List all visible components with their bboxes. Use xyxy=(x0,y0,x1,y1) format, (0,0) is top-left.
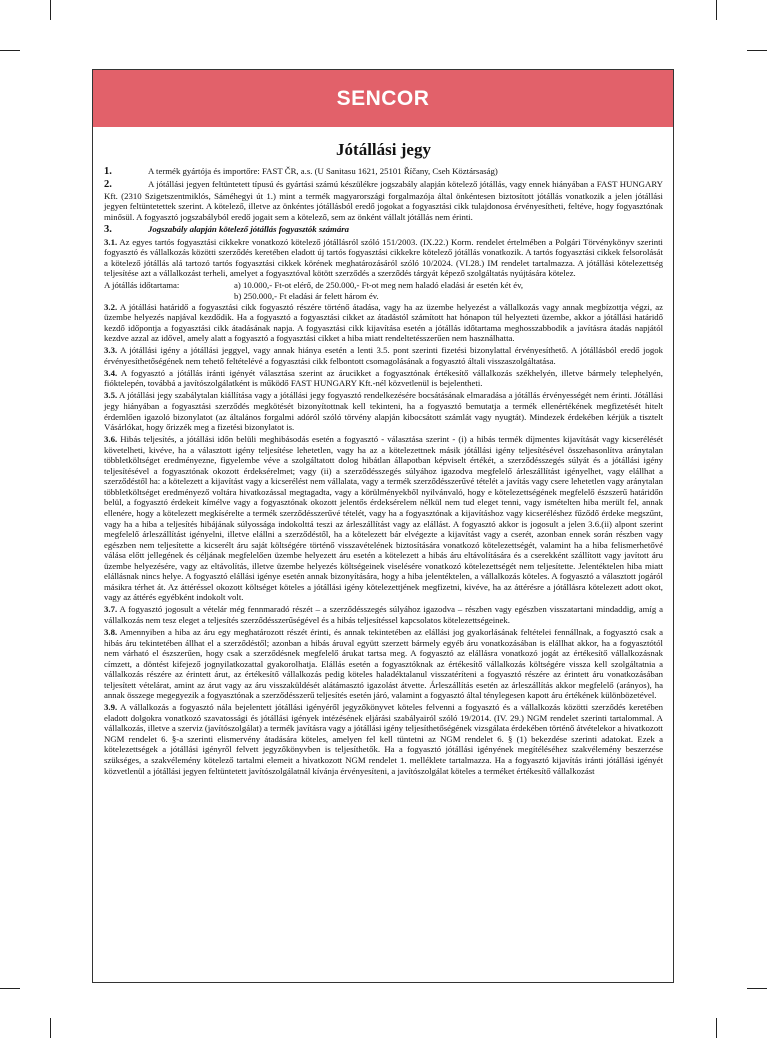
crop-mark xyxy=(747,988,767,989)
clause-number: 3.7. xyxy=(104,604,118,615)
period-label: A jótállás időtartama: xyxy=(104,280,180,291)
document-body xyxy=(104,132,663,778)
sencor-logo: SENCOR xyxy=(336,86,430,110)
section-text: A jótállási jegyen feltüntetett típusú és gyártási számú készülékre jogszabály alapján kötelező jótállás, vagy ennek hiányában a FAST HUNGARY Kft. (2310 Szigetszentmiklós, Sáméhegyi út 1.) mint a termék magyarországi forgalmazója által önkéntesen biztosított jótállás vonatkozik a jelen jótállási jegyen feltüntetettek szerint. A kötelező, illetve az önkéntes jótállásból eredő jogokat a fogyasztási cikk tulajdonosa érvényesítheti, feltéve, hogy fogyasztónak minősül. A fogyasztó jogszabályból eredő jogait sem a kötelező, sem az önként vállalt jótállás nem érinti. xyxy=(104,179,663,222)
crop-mark xyxy=(50,1018,51,1038)
section-2 xyxy=(104,179,663,222)
clause-text: A jótállási igény a jótállási jeggyel, vagy annak hiánya esetén a lenti 3.5. pont szerinti fizetési bizonylattal érvényesíthető. A jótállásból eredő jogok érvényesíthetőségének nem tehető feltételévé a fogyasztási cikk felbontott csomagolásának a fogyasztó általi visszaszolgáltatása. xyxy=(104,345,663,366)
clause-text: A jótállási jegy szabálytalan kiállítása vagy a jótállási jegy fogyasztó rendelkezésére bocsátásának elmaradása a jótállás érvényességét nem érinti. Jótállási jegy hiányában a fogyasztási szerződés megkötését bizonyítottnak kell tekinteni, ha a fogyasztó bemutatja a termék ellenértékének megfizetését hitelt érdemlően igazoló bizonylatot (az általános forgalmi adóról szóló törvény alapján kibocsátott számlát vagy nyugtát). Mindezek érdekében kérjük a tisztelt Vásárlókat, hogy őrizzék meg a fizetési bizonylatot is. xyxy=(104,390,663,433)
crop-mark xyxy=(0,50,20,51)
section-3-6 xyxy=(104,434,663,603)
clause-text: Hibás teljesítés, a jótállási időn belüli meghibásodás esetén a fogyasztó - választása szerint - (i) a hibás termék díjmentes kijavítását vagy kicserélését követelheti, kivéve, ha a választott igény teljesítése lehetetlen, vagy ha az a kötelezettnek másik jótállási igény teljesítésével összehasonlítva aránytalan többletköltséget eredményezne, figyelembe véve a szolgáltatott dolog hibátlan állapotban képviselt értékét, a szerződésszegés súlyát és a jótállási igény teljesítésével a fogyasztónak okozott érdeksérelmet; vagy (ii) a szerződésszegés súlyához igazodva megfelelő árleszállítást igényelhet, vagy elállhat a szerződéstől ha: a kötelezett a kijavítást vagy a kicserélést nem vállalata, vagy a termék szerződésszerűvé tételét a javítás vagy csere lehetetlen vagy aránytalan többletköltséget eredményező voltára hivatkozással megtagadta, vagy a körülményekből nyilvánvaló, hogy e kötelezettségének megfelelő észszerű határidőn belül, a fogyasztó érdekeit kímélve vagy a fogyasztónak okozott jelentős érdeksérelem nélkül nem tud eleget tenni, vagy ismételten hiba merült fel, annak ellenére, hogy a kötelezett megkísérelte a termék szerződésszerűvé tételét, vagy ha a fogyasztónak a kijavításhoz vagy kicseréléshez fűződő érdeke megszűnt, vagy ha a hiba a teljesítés hibájának súlyossága indokolttá teszi az árleszállítást vagy az elállást. A fogyasztó akkor is jogosult a jelen 3.6.(ii) alpont szerint megfelelő árleszállítást igényelni, illetve elállni a szerződéstől, ha a kötelezett bár elvégezte a kijavítást vagy a cserét, azonban ennek során részben vagy egészben nem teljesítette a kicserélt áru saját költségére történő visszavételének biztosítására vonatkozó kötelezettségét, valamint ha a hiba felismerhetővé válása előtt jellegének és céljának megfelelően üzembe helyezett áru esetén a kötelezett a hibás áru eltávolítására és a cserekként szállított vagy javított áru üzembe helyezésére, vagy az eltávolítás, illetve üzembe helyezés költségeinek viselésére vonatkozó kötelezettségét nem teljesítette. Jelentéktelen hiba miatt elállásnak nincs helye. A fogyasztó elállási igénye esetén annak bizonyítására, hogy a hiba jelentéktelen, a vállalkozás köteles. A fogyasztó a választott jogáról másikra térhet át. Az áttéréssel okozott költséget köteles a jótállási igény kötelezettjének megfizetni, kivéve, ha az áttérésre a jótállásra kötelezett adott okot, vagy az áttérés egyébként indokolt volt. xyxy=(104,434,664,603)
clause-number: 3.2. xyxy=(104,301,118,312)
section-number: 1. xyxy=(104,166,112,177)
section-3-5 xyxy=(104,390,663,432)
clause-number: 3.1. xyxy=(104,236,118,247)
warranty-period xyxy=(104,280,523,301)
crop-mark xyxy=(716,0,717,20)
clause-text: A fogyasztó a jótállás iránti igényét választása szerint az árucikket a fogyasztónak értékesítő vállalkozás székhelyén, illetve bármely telephelyén, fióktelepén, továbbá a javítószolgálatként is működő FAST HUNGARY Kft.-nél közvetlenül is bejelentheti. xyxy=(104,367,663,389)
clause-text: A jótállási határidő a fogyasztási cikk fogyasztó részére történő átadása, vagy ha az üzembe helyezést a vállalkozás vagy annak megbízottja végzi, az üzembe helyezés napjával kezdődik. Ha a fogyasztó a fogyasztási cikket az átadástól számított hat hónapon túl helyezteti üzembe, akkor a jótállási határidő kezdő időpontja a fogyasztási cikk átadásának napja. A fogyasztási cikk kijavítása esetén a jótállás időtartama meghosszabbodik a javításra átadás napjától kezdve azzal az idővel, amely alatt a fogyasztó a fogyasztási cikket a hiba miatt rendeltetésszerűen nem használhatta. xyxy=(104,301,663,344)
section-3-1 xyxy=(104,237,663,279)
crop-mark xyxy=(50,0,51,20)
clause-number: 3.6. xyxy=(104,434,118,445)
section-3-8 xyxy=(104,627,663,701)
crop-mark xyxy=(716,1018,717,1038)
section-3-2 xyxy=(104,302,663,344)
clause-number: 3.5. xyxy=(104,390,118,401)
clause-number: 3.4. xyxy=(104,367,118,378)
clause-number: 3.8. xyxy=(104,626,118,637)
period-option-a: a) 10.000,- Ft-ot elérő, de 250.000,- Ft-ot meg nem haladó eladási ár esetén két év, xyxy=(234,280,524,291)
section-1 xyxy=(104,166,663,178)
crop-mark xyxy=(0,988,20,989)
brand-banner xyxy=(93,70,673,127)
period-option-b: b) 250.000,- Ft eladási ár felett három év. xyxy=(234,291,379,302)
section-3-4 xyxy=(104,368,663,389)
page-title: Jótállási jegy xyxy=(336,140,431,159)
section-3-3 xyxy=(104,345,663,366)
section-heading: Jogszabály alapján kötelező jótállás fogyasztók számára xyxy=(148,223,350,234)
clause-text: A fogyasztó jogosult a vételár még fennmaradó részét – a szerződésszegés súlyához igazodva – részben vagy egészben visszatartani mindaddig, amíg a vállalkozás nem tesz eleget a teljesítés szerződésszerűségével és a hibás teljesítéssel kapcsolatos kötelezettségeinek. xyxy=(104,604,663,625)
section-3-9 xyxy=(104,702,663,776)
clause-number: 3.9. xyxy=(104,702,118,713)
section-3-7 xyxy=(104,604,663,625)
section-text: A termék gyártója és importőre: FAST ČR, a.s. (U Sanitasu 1621, 25101 Říčany, Cseh Köztársaság) xyxy=(148,166,498,176)
section-3-heading xyxy=(104,224,663,236)
clause-text: A vállalkozás a fogyasztó nála bejelentett jótállási igényéről jegyzőkönyvet köteles felvenni a fogyasztó és a vállalkozás közötti szerződés keretében eladott dolgokra vonatkozó szavatossági és jótállási igények intézésének eljárási szabályairól szóló 19/2014. (IV. 29.) NGM rendelet szerinti tartalommal. A vállalkozás, illetve a szerviz (javítószolgálat) a termék javításra vagy a jótállási igény teljesíthetőségének vizsgálata érdekében történő átvételekor a hivatkozott NGM rendelet 6. §-a szerinti elismervény átadására köteles, amelyen fel kell tüntetni az NGM rendelet 6. § (1) bekezdése szerinti adatokat. Ezek a kötelezettségek a jótállási igényről felvett jegyzőkönyvben is teljesíthetők. Ha a fogyasztó jótállási igényének megítéléséhez szakvélemény beszerzése szükséges, a szakvélemény kötelező tartalmi elemeit a hivatkozott NGM rendelet 1. melléklete tartalmazza. Ha a fogyasztó kijavítás iránti jótállási igényét közvetlenül a jótállási jegyen feltüntetett javítószolgálatnál kívánja érvényesíteni, a javítószolgálat köteles a terméket értékesítő vállalkozást xyxy=(104,702,663,776)
clause-text: Amennyiben a hiba az áru egy meghatározott részét érinti, és annak tekintetében az elállási jog gyakorlásának feltételei fennállnak, a fogyasztó csak a hibás áru tekintetében állhat el a szerződéstől; azonban a hibás áruval együtt szerzett bármely egyéb áru vonatkozásában is elállhat akkor, ha a fogyasztótól nem várható el észszerűen, hogy csak a szerződésnek megfelelő árukat tartsa meg. A fogyasztó az elállásra vonatkozó jogát az értékesítő vállalkozásnak címzett, a döntést kifejező jognyilatkozattal gyakorolhatja. Elállás esetén a fogyasztóknak az értékesítő vállalkozás költségére vissza kell szolgáltatnia a vállalkozás részére az érintett árut, az értékesítő vállalkozás pedig köteles haladéktalanul visszatéríteni a fogyasztó részére az érintett áru vonatkozásában teljesített vételárat, amint az árut vagy az áru visszaküldését alátámasztó igazolást átvette. Árleszállítás esetén az árleszállítás akkor megfelelő (arányos), ha annak összege megegyezik a fogyasztónak a szerződésszerű teljesítés esetén járó, valamint a fogyasztó által ténylegesen kapott áru értékének különbözetével. xyxy=(104,626,663,701)
section-number: 2. xyxy=(104,179,112,191)
crop-mark xyxy=(747,50,767,51)
clause-text: Az egyes tartós fogyasztási cikkekre vonatkozó kötelező jótállásról szóló 151/2003. (IX.22.) Korm. rendelet értelmében a Polgári Törvénykönyv szerinti fogyasztó és vállalkozás közötti szerződés keretében eladott új tartós fogyasztási cikkekre kötelező jótállás vonatkozik. A tartós fogyasztási cikkek felsorolását a kötelező jótállás alá tartozó tartós fogyasztási cikkek körének meghatározásáról szóló 10/2024. (VI.28.) IM rendelet tartalmazza. A jótállási kötelezettség teljesítése azt a vállalkozást terheli, amelyet a fogyasztóval kötött szerződés a szerződés tárgyát képező szolgáltatás nyújtására kötelez. xyxy=(104,236,663,279)
section-number: 3. xyxy=(104,223,112,235)
document-frame xyxy=(92,69,674,983)
clause-number: 3.3. xyxy=(104,345,118,356)
